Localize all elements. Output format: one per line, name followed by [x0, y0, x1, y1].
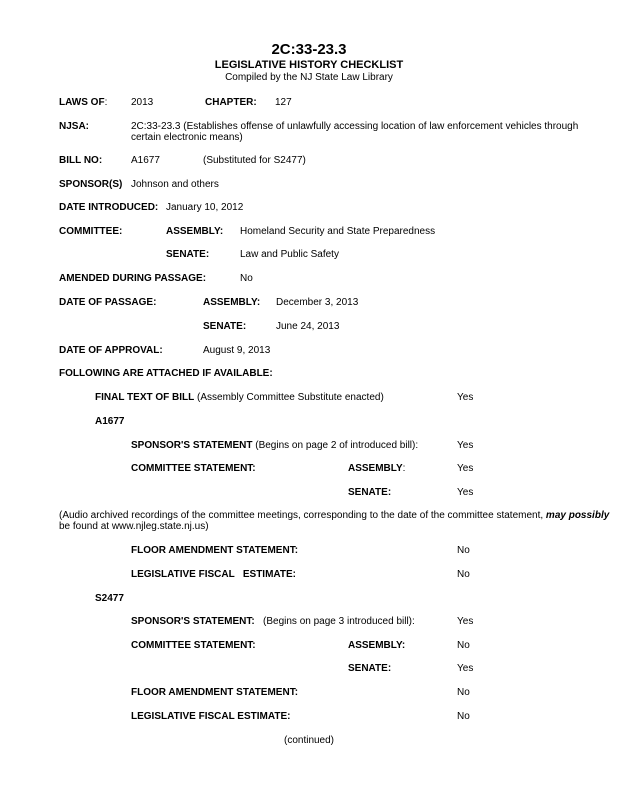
njsa-description-line2: certain electronic means) — [131, 132, 243, 143]
chapter-value: 127 — [275, 97, 292, 108]
s2477-sponsor-statement-label: SPONSOR'S STATEMENT: (Begins on page 3 introduced bill): — [131, 616, 415, 627]
bill-no-label: BILL NO: — [59, 155, 103, 166]
s2477-committee-senate-value: Yes — [457, 663, 474, 674]
a1677-sponsor-statement-label: SPONSOR'S STATEMENT (Begins on page 2 of introduced bill): — [131, 440, 419, 451]
amended-value: No — [240, 273, 253, 284]
a1677-fiscal-estimate-value: No — [457, 569, 470, 580]
committee-assembly-value: Homeland Security and State Preparedness — [240, 226, 436, 237]
a1677-committee-senate-label: SENATE: — [348, 487, 392, 498]
laws-of-label: LAWS OF: — [59, 97, 108, 108]
sponsors-label: SPONSOR(S) — [59, 179, 123, 190]
committee-senate-label: SENATE: — [166, 249, 210, 260]
laws-of-value: 2013 — [131, 97, 154, 108]
approval-value: August 9, 2013 — [203, 345, 271, 356]
bill-no-value: A1677 — [131, 155, 160, 166]
passage-assembly-label: ASSEMBLY: — [203, 297, 261, 308]
bill-no-substitution: (Substituted for S2477) — [203, 155, 306, 166]
audio-note-line2: be found at www.njleg.state.nj.us) — [59, 521, 209, 532]
committee-senate-value: Law and Public Safety — [240, 249, 339, 260]
approval-label: DATE OF APPROVAL: — [59, 345, 163, 356]
compiled-by: Compiled by the NJ State Law Library — [225, 72, 393, 83]
a1677-committee-assembly-value: Yes — [457, 463, 474, 474]
s2477-fiscal-estimate-label: LEGISLATIVE FISCAL ESTIMATE: — [131, 711, 291, 722]
s2477-floor-amendment-label: FLOOR AMENDMENT STATEMENT: — [131, 687, 299, 698]
attached-header: FOLLOWING ARE ATTACHED IF AVAILABLE: — [59, 368, 273, 379]
a1677-committee-senate-value: Yes — [457, 487, 474, 498]
committee-label: COMMITTEE: — [59, 226, 123, 237]
njsa-label: NJSA: — [59, 121, 90, 132]
document-subtitle: LEGISLATIVE HISTORY CHECKLIST — [214, 59, 404, 71]
a1677-heading: A1677 — [95, 416, 125, 427]
s2477-committee-assembly-value: No — [457, 640, 470, 651]
passage-label: DATE OF PASSAGE: — [59, 297, 157, 308]
final-text-label: FINAL TEXT OF BILL (Assembly Committee Substitute enacted) — [95, 392, 384, 403]
passage-senate-value: June 24, 2013 — [276, 321, 340, 332]
njsa-description-line1: 2C:33-23.3 (Establishes offense of unlawfully accessing location of law enforcement vehicles through — [131, 121, 579, 132]
a1677-fiscal-estimate-label: LEGISLATIVE FISCAL ESTIMATE: — [131, 569, 297, 580]
a1677-floor-amendment-label: FLOOR AMENDMENT STATEMENT: — [131, 545, 299, 556]
date-introduced-label: DATE INTRODUCED: — [59, 202, 159, 213]
s2477-heading: S2477 — [95, 593, 124, 604]
date-introduced-value: January 10, 2012 — [166, 202, 244, 213]
continued-footer: (continued) — [283, 735, 335, 746]
s2477-committee-statement-label: COMMITTEE STATEMENT: — [131, 640, 256, 651]
a1677-sponsor-statement-value: Yes — [457, 440, 474, 451]
sponsors-value: Johnson and others — [131, 179, 219, 190]
s2477-sponsor-statement-value: Yes — [457, 616, 474, 627]
final-text-value: Yes — [457, 392, 474, 403]
a1677-committee-assembly-label: ASSEMBLY: — [348, 463, 406, 474]
a1677-floor-amendment-value: No — [457, 545, 470, 556]
s2477-committee-assembly-label: ASSEMBLY: — [348, 640, 406, 651]
a1677-committee-statement-label: COMMITTEE STATEMENT: — [131, 463, 256, 474]
committee-assembly-label: ASSEMBLY: — [166, 226, 224, 237]
audio-note-line1: (Audio archived recordings of the committee meetings, corresponding to the date of the committee statement, may possibly — [59, 510, 610, 521]
document-title: 2C:33-23.3 — [271, 41, 347, 58]
amended-label: AMENDED DURING PASSAGE: — [59, 273, 207, 284]
passage-assembly-value: December 3, 2013 — [276, 297, 359, 308]
s2477-fiscal-estimate-value: No — [457, 711, 470, 722]
passage-senate-label: SENATE: — [203, 321, 247, 332]
s2477-committee-senate-label: SENATE: — [348, 663, 392, 674]
chapter-label: CHAPTER: — [205, 97, 257, 108]
s2477-floor-amendment-value: No — [457, 687, 470, 698]
